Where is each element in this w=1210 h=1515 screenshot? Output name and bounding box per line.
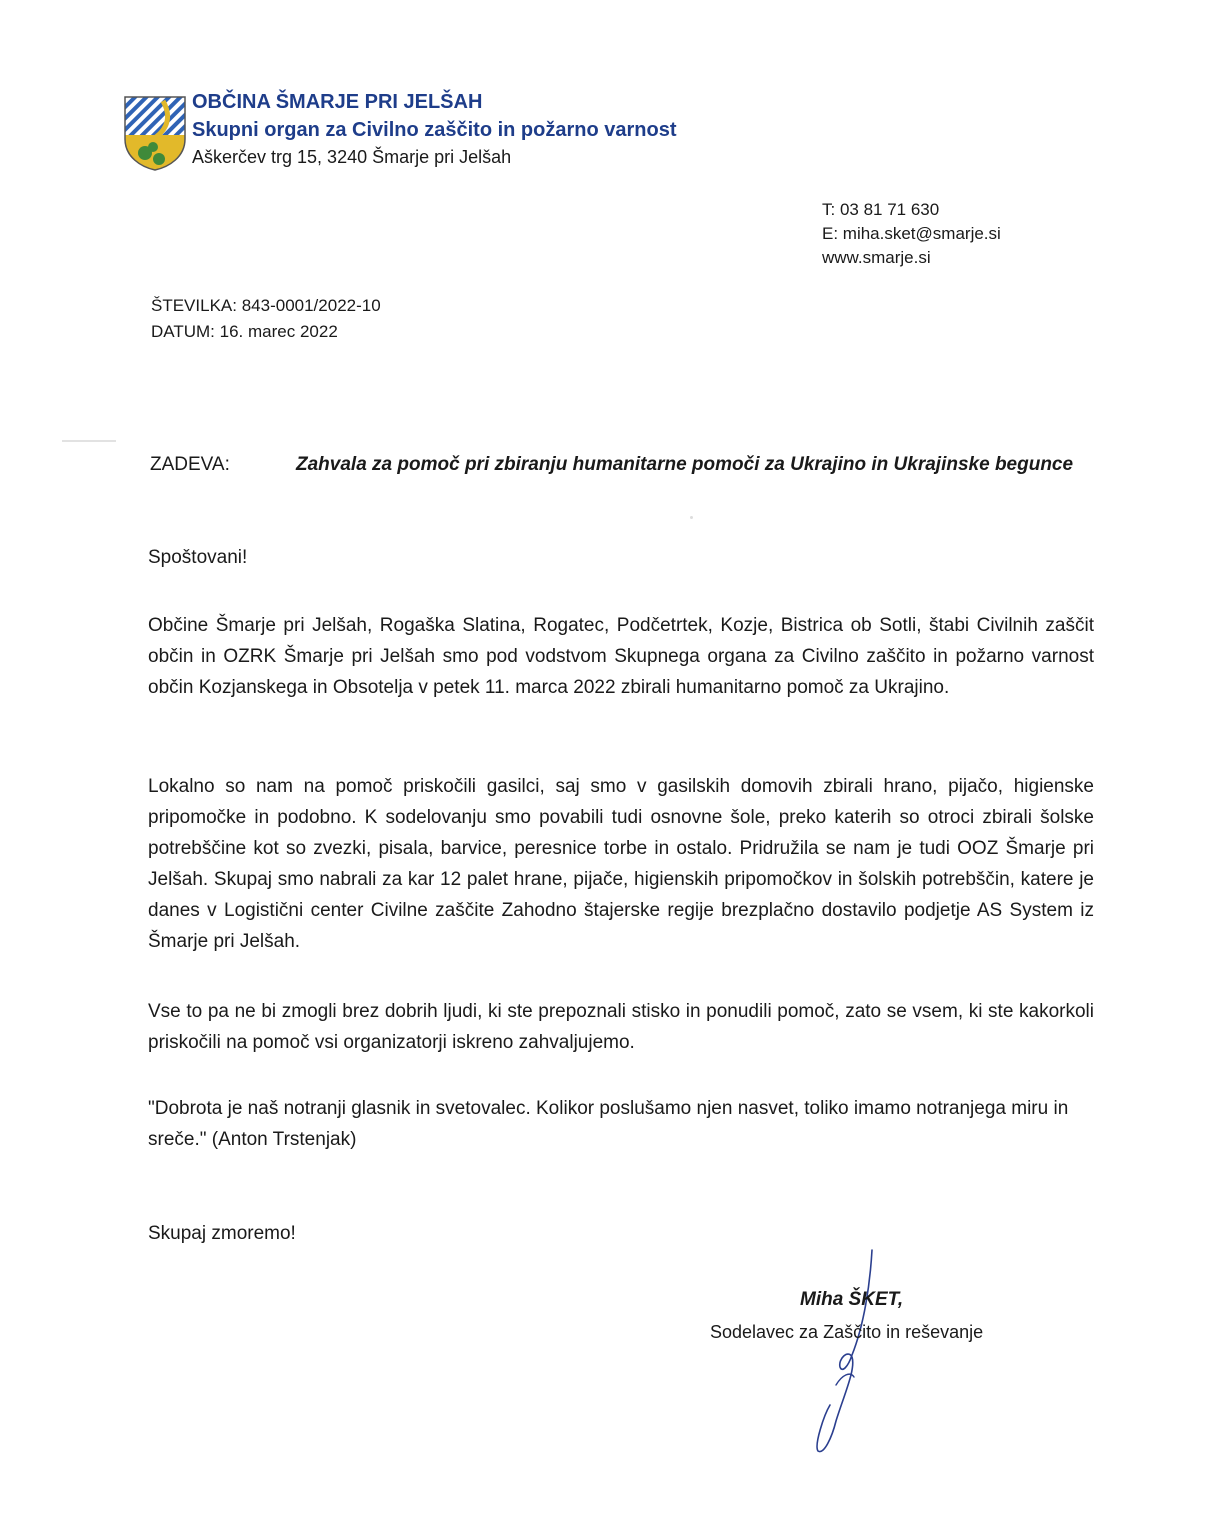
reference-number-value: 843-0001/2022-10 [241, 296, 381, 315]
handwritten-signature-icon [790, 1245, 890, 1460]
contact-block [822, 198, 1001, 270]
reference-block [151, 293, 381, 345]
reference-date-row [151, 319, 381, 345]
contact-email: E: miha.sket@smarje.si [822, 224, 1001, 243]
signer-name: Miha ŠKET, [800, 1289, 904, 1310]
paragraph-2: Lokalno so nam na pomoč priskočili gasilci, saj smo v gasilskih domovih zbirali hrano, pijačo, higienske pripomočke in podobno. K sodelovanju smo povabili tudi osnovne šole, preko katerih so otroci zbirali šolske potrebščine kot so zvezki, pisala, barvice, peresnice torbe in ostalo. Pridružila se nam je tudi OOZ Šmarje pri Jelšah. Skupaj smo nabrali za kar 12 palet hrane, pijače, higienskih pripomočkov in šolskih potrebščin, katere je danes v Logistični center Civilne zaščite Zahodno štajerske regije brezplačno dostavilo podjetje AS System iz Šmarje pri Jelšah. [148, 776, 1094, 952]
reference-number-row [151, 293, 381, 319]
contact-phone: T: 03 81 71 630 [822, 200, 940, 219]
contact-web: www.smarje.si [822, 248, 931, 267]
subject-line [150, 450, 1094, 480]
header-block [192, 92, 677, 166]
reference-number-label: ŠTEVILKA: [151, 296, 237, 315]
quote: "Dobrota je naš notranji glasnik in svetovalec. Kolikor poslušamo njen nasvet, toliko imamo notranjega miru in sreče." (Anton Trstenjak) [148, 1098, 1069, 1150]
org-unit: Skupni organ za Civilno zaščito in požarno varnost [192, 119, 677, 141]
paragraph-3: Vse to pa ne bi zmogli brez dobrih ljudi, ki ste prepoznali stisko in ponudili pomoč, zato se vsem, ki ste kakorkoli priskočili na pomoč vsi organizatorji iskreno zahvaljujemo. [148, 1001, 1094, 1053]
paragraph-1: Občine Šmarje pri Jelšah, Rogaška Slatina, Rogatec, Podčetrtek, Kozje, Bistrica ob Sotli, štabi Civilnih zaščit občin in OZRK Šmarje pri Jelšah smo pod vodstvom Skupnega organa za Civilno zaščito in požarno varnost občin Kozjanskega in Obsotelja v petek 11. marca 2022 zbirali humanitarno pomoč za Ukrajino. [148, 615, 1094, 698]
org-address: Aškerčev trg 15, 3240 Šmarje pri Jelšah [192, 147, 512, 167]
reference-date-value: 16. marec 2022 [219, 322, 338, 341]
org-name: OBČINA ŠMARJE PRI JELŠAH [192, 91, 483, 113]
municipal-coat-of-arms-icon [123, 95, 187, 171]
fold-mark [62, 440, 116, 442]
closing-line: Skupaj zmoremo! [148, 1223, 296, 1244]
signer-role: Sodelavec za Zaščito in reševanje [710, 1322, 984, 1342]
subject-label: ZADEVA: [150, 454, 230, 475]
scan-speck [690, 516, 693, 519]
reference-date-label: DATUM: [151, 322, 215, 341]
greeting: Spoštovani! [148, 547, 248, 568]
subject-text: Zahvala za pomoč pri zbiranju humanitarne pomoči za Ukrajino in Ukrajinske begunce [296, 454, 1074, 475]
